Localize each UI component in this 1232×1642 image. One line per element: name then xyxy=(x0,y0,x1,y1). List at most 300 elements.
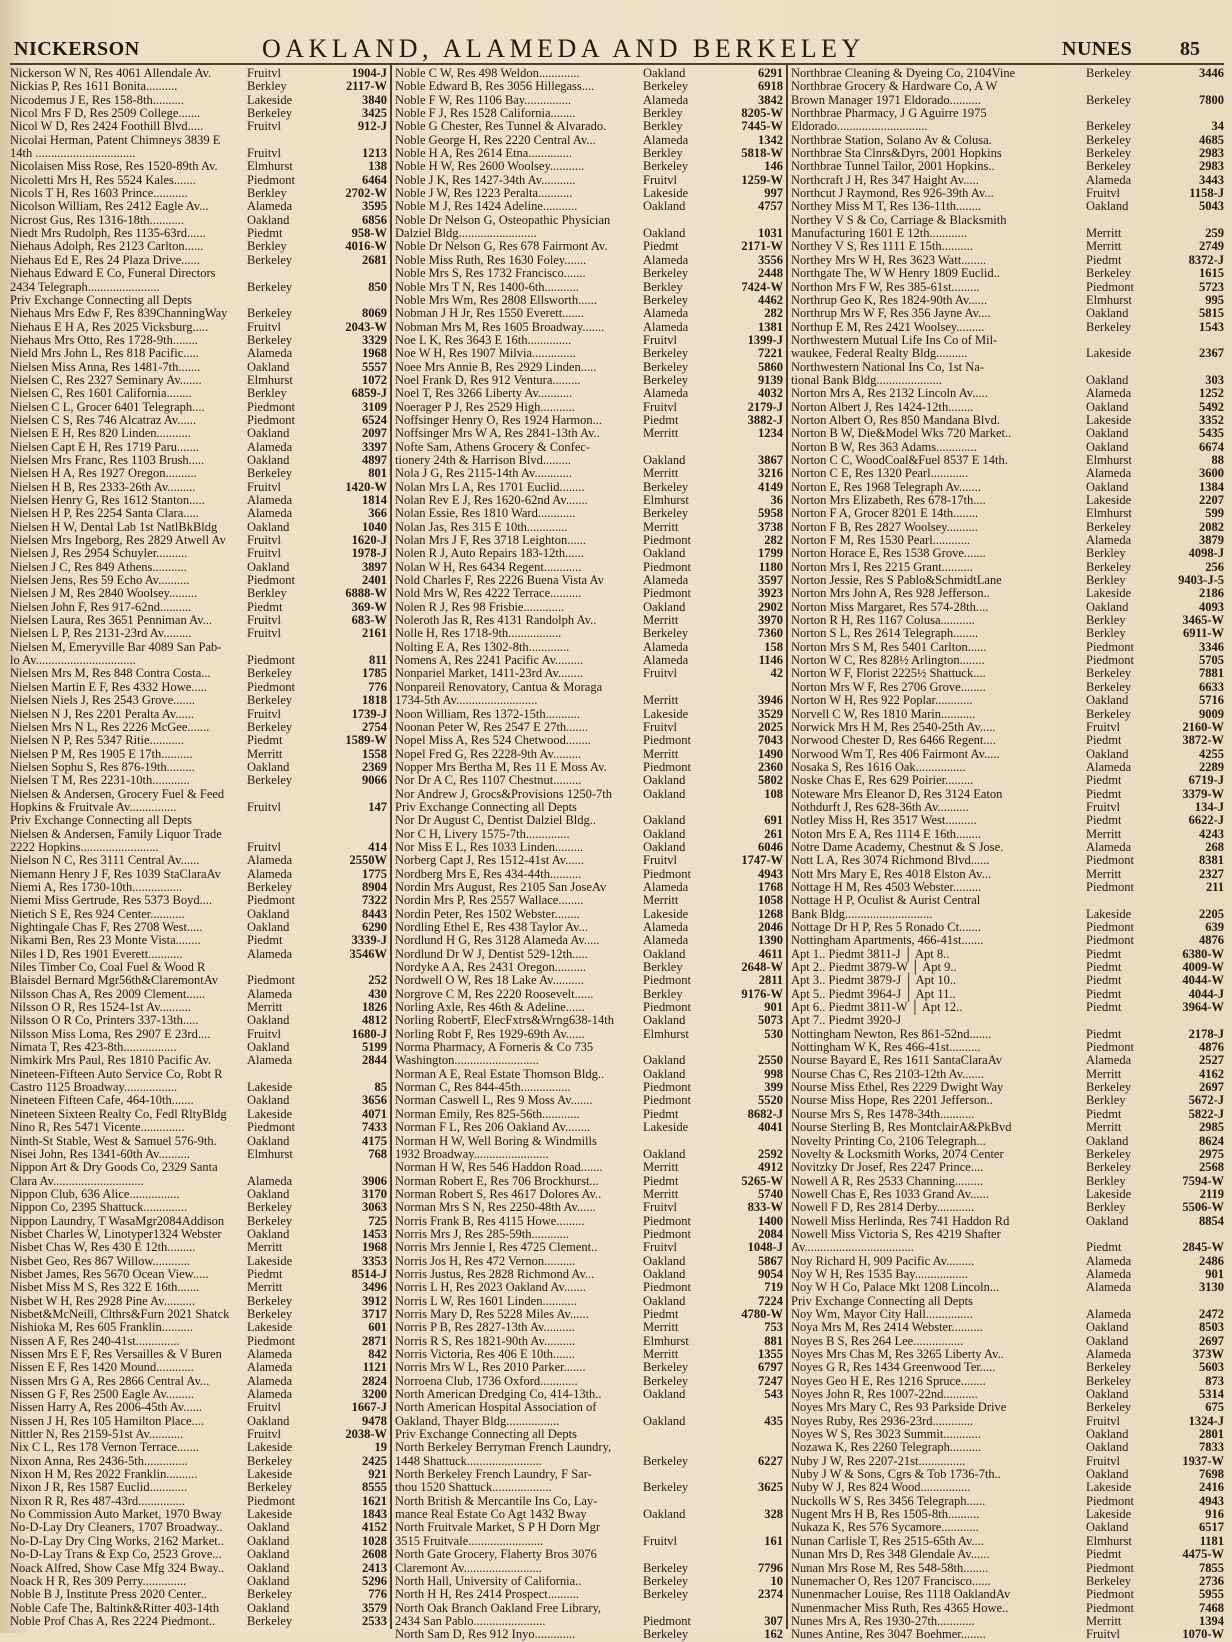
exchange-name: Berkeley xyxy=(247,719,293,734)
listing-entry xyxy=(10,748,387,761)
entry-name: Norris L H, Res 2023 Oakland Av....... xyxy=(395,1280,586,1295)
exchange-name: Oakland xyxy=(1086,199,1129,214)
phone-number: 2985 xyxy=(1199,1120,1224,1135)
phone-number: 7800 xyxy=(1199,92,1224,107)
entry-name: Northup E M, Res 2421 Woolsey......... xyxy=(791,319,985,334)
entry-name: Norris Mrs Jennie I, Res 4725 Clement.. xyxy=(395,1240,598,1255)
phone-number: 1843 xyxy=(362,1507,387,1522)
phone-number: 3353 xyxy=(362,1253,387,1268)
entry-name: Norman Caswell L, Res 9 Moss Av....... xyxy=(395,1093,593,1108)
entry-name: Nowell Miss Victoria S, Res 4219 Shafter xyxy=(791,1226,1001,1241)
listing-entry xyxy=(791,1041,1224,1054)
exchange-name: Berkeley xyxy=(247,1213,293,1228)
entry-name: Noble M J, Res 1424 Adeline........... xyxy=(395,199,578,214)
listing-entry xyxy=(10,921,387,934)
entry-name: Northrup Mrs W F, Res 356 Jayne Av.... xyxy=(791,306,991,321)
phone-number: 768 xyxy=(368,1146,387,1161)
entry-name: Claremont Av......................... xyxy=(395,1560,542,1575)
entry-name: Noble Cafe The, Baltink&Ritter 403-14th xyxy=(10,1600,220,1615)
listing-entry xyxy=(791,1014,1224,1027)
exchange-name: Lakeside xyxy=(1086,1186,1132,1201)
exchange-name: Berkeley xyxy=(643,372,689,387)
phone-number: 34 xyxy=(1211,119,1224,134)
phone-number: 530 xyxy=(764,1026,783,1041)
entry-name: Noyes Mrs Chas M, Res 3265 Liberty Av.. xyxy=(791,1347,1004,1361)
exchange-name: Alameda xyxy=(643,639,689,654)
exchange-name: Berkeley xyxy=(643,479,689,494)
listing-entry xyxy=(395,1602,783,1615)
entry-name: Nippon Co, 2395 Shattuck.............. xyxy=(10,1200,188,1215)
listing-entry xyxy=(395,281,783,294)
listing-entry xyxy=(10,387,387,400)
phone-number: 1394 xyxy=(1199,1613,1224,1628)
entry-name: Bank Bldg............................ xyxy=(791,906,933,921)
listing-entry xyxy=(791,1175,1224,1188)
entry-name: Nolan Mrs J F, Res 3718 Leighton...... xyxy=(395,533,587,548)
entry-name: Norman F L, Res 206 Oakland Av........ xyxy=(395,1120,591,1135)
phone-number: 8069 xyxy=(362,306,387,321)
exchange-name: Berkeley xyxy=(247,1306,293,1321)
listing-entry xyxy=(791,974,1224,987)
phone-number: 873 xyxy=(1205,1373,1224,1388)
exchange-name: Piedmont xyxy=(1086,639,1134,654)
entry-name: tionery 24th & Harrison Blvd......... xyxy=(395,452,572,467)
phone-number: 6464 xyxy=(362,172,387,187)
phone-number: 1058 xyxy=(758,893,783,908)
listing-entry xyxy=(791,454,1224,467)
exchange-name: Oakland xyxy=(247,452,290,467)
phone-number: 3446 xyxy=(1199,66,1224,80)
listing-entry xyxy=(10,774,387,787)
exchange-name: Elmhurst xyxy=(643,1333,689,1348)
entry-name: Noleroth Jas R, Res 4131 Randolph Av.. xyxy=(395,613,597,628)
listing-entry xyxy=(791,854,1224,867)
exchange-name: Oakland xyxy=(247,1093,290,1108)
phone-number: 3465-W xyxy=(1182,613,1224,628)
entry-name: Niehaus Edward E Co, Funeral Directors xyxy=(10,266,216,281)
listing-entry xyxy=(791,267,1224,280)
listing-entry xyxy=(10,1135,387,1148)
listing-entry xyxy=(10,721,387,734)
listing-entry xyxy=(10,147,387,160)
entry-name: Notley Miss H, Res 3517 West.......... xyxy=(791,813,977,828)
entry-name: Northrup Geo K, Res 1824-90th Av...... xyxy=(791,292,988,307)
phone-number: 9403-J-5 xyxy=(1178,573,1224,588)
listing-entry xyxy=(791,1161,1224,1174)
exchange-name: Merritt xyxy=(643,519,679,534)
exchange-name: Merritt xyxy=(643,893,679,908)
exchange-name: Lakeside xyxy=(247,1467,293,1482)
phone-number: 5506-W xyxy=(1182,1200,1224,1215)
exchange-name: Elmhurst xyxy=(1086,292,1132,307)
exchange-name: Piedmont xyxy=(643,559,691,574)
phone-number: 1399-J xyxy=(747,332,783,347)
phone-number: 2416 xyxy=(1199,1480,1224,1495)
phone-number: 912-J xyxy=(357,119,387,134)
phone-number: 3496 xyxy=(362,1280,387,1295)
phone-number: 42 xyxy=(770,666,783,681)
listing-entry xyxy=(10,1602,387,1615)
entry-name: Nippon Laundry, T WasaMgr2084Addison xyxy=(10,1213,225,1228)
phone-number: 1384 xyxy=(1199,479,1224,494)
phone-number: 2327 xyxy=(1199,866,1224,881)
exchange-name: Merritt xyxy=(1086,226,1122,241)
listing-entry xyxy=(791,868,1224,881)
exchange-name: Oakland xyxy=(247,1040,290,1055)
exchange-name: Alameda xyxy=(247,1173,293,1188)
entry-name: Noble F W, Res 1106 Bay............... xyxy=(395,92,572,107)
listing-entry xyxy=(395,1415,783,1428)
listing-entry xyxy=(395,1308,783,1321)
listing-entry xyxy=(395,761,783,774)
exchange-name: Fruitvl xyxy=(247,146,282,161)
listing-entry xyxy=(395,1215,783,1228)
phone-number: 1158-J xyxy=(1189,186,1224,201)
listing-entry xyxy=(791,1588,1224,1601)
phone-number: 6719-J xyxy=(1188,773,1224,788)
phone-number: 4780-W xyxy=(741,1306,783,1321)
phone-number: 3425 xyxy=(362,106,387,121)
entry-name: Nunemacher O, Res 1207 Francisco...... xyxy=(791,1573,991,1588)
exchange-name: Oakland xyxy=(643,1507,686,1522)
exchange-name: Oakland xyxy=(643,813,686,828)
column-divider xyxy=(786,64,788,1629)
listing-entry xyxy=(10,761,387,774)
exchange-name: Piedmont xyxy=(247,172,295,187)
exchange-name: Berkeley xyxy=(643,346,689,361)
listing-column-3 xyxy=(791,66,1224,1642)
entry-name: Noya Mrs M, Res 2414 Webster.......... xyxy=(791,1320,983,1335)
listing-entry xyxy=(791,481,1224,494)
phone-number: 2702-W xyxy=(345,186,387,201)
phone-number: 6524 xyxy=(362,412,387,427)
header-last-entry: NUNES xyxy=(1062,38,1133,60)
listing-entry xyxy=(395,507,783,520)
entry-name: Nilsson Miss Loma, Res 2907 E 23rd.... xyxy=(10,1026,211,1041)
listing-entry xyxy=(10,708,387,721)
entry-name: Norton Mrs John A, Res 928 Jefferson.. xyxy=(791,586,990,601)
phone-number: 842 xyxy=(368,1347,387,1361)
exchange-name: Berkeley xyxy=(643,1453,689,1468)
listing-entry xyxy=(791,1268,1224,1281)
listing-entry xyxy=(395,1521,783,1534)
phone-number: 3964-W xyxy=(1182,1000,1224,1015)
listing-entry xyxy=(395,441,783,454)
entry-name: Clara Av............................. xyxy=(10,1173,144,1188)
exchange-name: Berkeley xyxy=(1086,1146,1132,1161)
phone-number: 2448 xyxy=(758,266,783,281)
phone-number: 158 xyxy=(764,639,783,654)
phone-number: 2289 xyxy=(1199,759,1224,774)
phone-number: 3556 xyxy=(758,252,783,267)
phone-number: 1620-J xyxy=(351,533,387,548)
entry-name: Norroena Club, 1736 Oxford............ xyxy=(395,1373,578,1388)
listing-entry xyxy=(791,1295,1224,1308)
entry-name: Northbrae Grocery & Hardware Co, A W xyxy=(791,79,998,94)
exchange-name: Piedmont xyxy=(247,412,295,427)
exchange-name: Merritt xyxy=(643,693,679,708)
exchange-name: Berkeley xyxy=(643,79,689,94)
phone-number: 3840 xyxy=(362,92,387,107)
phone-number: 3897 xyxy=(362,559,387,574)
listing-entry xyxy=(791,627,1224,640)
listing-entry xyxy=(10,107,387,120)
entry-name: Nuby W J, Res 824 Wood................ xyxy=(791,1480,971,1495)
listing-entry xyxy=(395,614,783,627)
listing-entry xyxy=(395,1321,783,1334)
listing-entry xyxy=(791,1361,1224,1374)
exchange-name: Piedmont xyxy=(1086,853,1134,868)
phone-number: 282 xyxy=(764,306,783,321)
entry-name: Norton C E, Res 1320 Pearl............ xyxy=(791,466,969,481)
phone-number: 7698 xyxy=(1199,1467,1224,1482)
exchange-name: Lakeside xyxy=(247,1253,293,1268)
listing-entry xyxy=(10,240,387,253)
exchange-name: Piedmont xyxy=(247,573,295,588)
entry-name: Nuby J W, Res 2207-21st............... xyxy=(791,1453,966,1468)
phone-number: 4044-J xyxy=(1188,986,1224,1001)
phone-number: 2369 xyxy=(362,759,387,774)
phone-number: 5296 xyxy=(362,1573,387,1588)
entry-name: Nippon Club, 636 Alice................ xyxy=(10,1186,180,1201)
exchange-name: Berkeley xyxy=(247,1613,293,1628)
phone-number: 4243 xyxy=(1199,826,1224,841)
entry-name: Nold Charles F, Res 2226 Buena Vista Av xyxy=(395,573,604,588)
listing-entry xyxy=(395,187,783,200)
exchange-name: Oakland xyxy=(247,1573,290,1588)
listing-entry xyxy=(395,988,783,1001)
phone-number: 435 xyxy=(764,1413,783,1428)
listing-entry xyxy=(791,107,1224,120)
entry-name: Novelty Printing Co, 2106 Telegraph... xyxy=(791,1133,986,1148)
listing-entry xyxy=(791,374,1224,387)
entry-name: Nielsen John F, Res 917-62nd.......... xyxy=(10,599,192,614)
entry-name: Nielsen H A, Res 1927 Oregon.......... xyxy=(10,466,197,481)
entry-name: Northbrae Tunnel Tailor, 2001 Hopkins.. xyxy=(791,159,995,174)
entry-name: Nineteen Fifteen Cafe, 464-10th....... xyxy=(10,1093,194,1108)
exchange-name: Oakland xyxy=(643,1253,686,1268)
listing-column-1 xyxy=(10,67,387,1627)
phone-number: 6380-W xyxy=(1182,946,1224,961)
phone-number: 5073 xyxy=(758,1013,783,1028)
listing-entry xyxy=(395,361,783,374)
phone-number: 1814 xyxy=(362,493,387,507)
listing-entry xyxy=(10,1108,387,1121)
phone-number: 4041 xyxy=(758,1120,783,1135)
entry-name: Noy W H Co, Palace Mkt 1208 Lincoln... xyxy=(791,1280,1000,1295)
entry-name: Nielsen Niels J, Res 2543 Grove....... xyxy=(10,693,196,708)
exchange-name: Oakland xyxy=(643,1146,686,1161)
listing-entry xyxy=(10,1481,387,1494)
phone-number: 3346 xyxy=(1199,639,1224,654)
phone-number: 1252 xyxy=(1199,386,1224,401)
listing-entry xyxy=(791,1081,1224,1094)
entry-name: Norman Robert S, Res 4617 Dolores Av.. xyxy=(395,1186,602,1201)
exchange-name: Fruitvl xyxy=(247,626,282,641)
entry-name: North H H, Res 2414 Prospect.......... xyxy=(395,1587,580,1602)
entry-name: Nolting E A, Res 1302-8th............. xyxy=(395,639,570,654)
listing-entry xyxy=(791,801,1224,814)
exchange-name: Merritt xyxy=(1086,866,1122,881)
exchange-name: Piedmt xyxy=(247,599,283,614)
phone-number: 4016-W xyxy=(345,239,387,254)
entry-name: Castro 1125 Broadway................. xyxy=(10,1080,178,1095)
listing-entry xyxy=(10,187,387,200)
phone-number: 9176-W xyxy=(741,986,783,1001)
phone-number: 1420-W xyxy=(345,479,387,494)
entry-name: Nilsson Chas A, Res 2009 Clement...... xyxy=(10,986,206,1001)
listing-entry xyxy=(791,721,1224,734)
phone-number: 1558 xyxy=(362,746,387,761)
entry-name: North Sam D, Res 912 Inyo............. xyxy=(395,1627,576,1642)
exchange-name: Lakeside xyxy=(247,1106,293,1121)
exchange-name: Berkeley xyxy=(1086,1573,1132,1588)
phone-number: 8503 xyxy=(1199,1320,1224,1335)
listing-entry xyxy=(395,94,783,107)
phone-number: 5435 xyxy=(1199,426,1224,441)
entry-name: Nishioka M, Res 605 Franklin.......... xyxy=(10,1320,193,1335)
entry-name: Nielsen Jens, Res 59 Echo Av.......... xyxy=(10,573,190,588)
exchange-name: Elmhurst xyxy=(1086,452,1132,467)
phone-number: 2178-J xyxy=(1188,1026,1224,1041)
entry-name: Nielsen Mrs M, Res 848 Contra Costa... xyxy=(10,666,211,681)
phone-number: 543 xyxy=(764,1387,783,1402)
entry-name: Apt 3.. Piedmt 3879-J │ Apt 10.. xyxy=(791,973,957,988)
page-header xyxy=(0,0,1232,63)
exchange-name: Alameda xyxy=(643,306,689,321)
listing-entry xyxy=(395,854,783,867)
listing-entry xyxy=(395,160,783,173)
listing-entry xyxy=(10,214,387,227)
entry-name: 2222 Hopkins......................... xyxy=(10,839,159,854)
phone-number: 259 xyxy=(1205,226,1224,241)
exchange-name: Berkley xyxy=(247,186,287,201)
listing-entry xyxy=(10,1281,387,1294)
phone-number: 7594-W xyxy=(1182,1173,1224,1188)
entry-name: Nugent Mrs H B, Res 1505-8th.......... xyxy=(791,1507,980,1522)
listing-entry xyxy=(10,667,387,680)
listing-entry xyxy=(791,347,1224,360)
exchange-name: Alameda xyxy=(247,866,293,881)
listing-entry xyxy=(10,601,387,614)
entry-name: Apt 2.. Piedmt 3879-W │ Apt 9.. xyxy=(791,960,957,975)
exchange-name: Berkley xyxy=(247,386,287,401)
entry-name: Nimkirk Mrs Paul, Res 1810 Pacific Av. xyxy=(10,1053,212,1068)
phone-number: 2871 xyxy=(362,1333,387,1348)
exchange-name: Alameda xyxy=(1086,386,1132,401)
entry-name: Nielsen & Andersen, Grocery Fuel & Feed xyxy=(10,786,225,801)
listing-entry xyxy=(791,1308,1224,1321)
listing-entry xyxy=(395,547,783,560)
entry-name: Noyes Ruby, Res 2936-23rd............. xyxy=(791,1413,974,1428)
listing-entry xyxy=(10,614,387,627)
phone-number: 3923 xyxy=(758,586,783,601)
phone-number: 3216 xyxy=(758,466,783,481)
entry-name: Niemi Miss Gertrude, Res 5373 Boyd.... xyxy=(10,893,213,908)
listing-entry xyxy=(791,307,1224,320)
phone-number: 6856 xyxy=(362,212,387,227)
exchange-name: Piedmt xyxy=(643,239,679,254)
entry-name: Nielsen Martin E F, Res 4332 Howe..... xyxy=(10,679,207,694)
exchange-name: Berkeley xyxy=(247,773,293,788)
entry-name: Noble C W, Res 498 Weldon............. xyxy=(395,66,580,80)
listing-entry xyxy=(791,1481,1224,1494)
listing-entry xyxy=(791,1228,1224,1241)
exchange-name: Piedmont xyxy=(1086,1560,1134,1575)
listing-entry xyxy=(395,107,783,120)
phone-number: 7247 xyxy=(758,1373,783,1388)
exchange-name: Berkeley xyxy=(643,1573,689,1588)
exchange-name: Berkeley xyxy=(247,1200,293,1215)
entry-name: Nielsen Miss Anna, Res 1481-7th....... xyxy=(10,359,201,374)
phone-number: 2527 xyxy=(1199,1053,1224,1068)
phone-number: 19 xyxy=(374,1440,387,1455)
entry-name: Priv Exchange Connecting all Depts xyxy=(791,1293,973,1308)
exchange-name: Berkeley xyxy=(643,359,689,374)
entry-name: Nofte Sam, Athens Grocery & Confec- xyxy=(395,439,591,454)
phone-number: 2592 xyxy=(758,1146,783,1161)
listing-entry xyxy=(395,1588,783,1601)
listing-entry xyxy=(10,160,387,173)
exchange-name: Alameda xyxy=(1086,1347,1132,1361)
entry-name: Nicols T H, Res 1603 Prince........... xyxy=(10,186,188,201)
exchange-name: Lakeside xyxy=(643,706,689,721)
listing-entry xyxy=(791,174,1224,187)
listing-entry xyxy=(791,1068,1224,1081)
listing-entry xyxy=(791,1468,1224,1481)
listing-entry xyxy=(395,1148,783,1161)
phone-number: 1968 xyxy=(362,346,387,361)
phone-number: 2179-J xyxy=(747,399,783,414)
listing-entry xyxy=(791,641,1224,654)
exchange-name: Berkeley xyxy=(1086,119,1132,134)
listing-entry xyxy=(791,934,1224,947)
exchange-name: Lakeside xyxy=(1086,493,1132,507)
listing-entry xyxy=(10,80,387,93)
listing-entry xyxy=(791,841,1224,854)
listing-entry xyxy=(395,1575,783,1588)
listing-entry xyxy=(10,267,387,280)
listing-entry xyxy=(395,1268,783,1281)
exchange-name: Elmhurst xyxy=(643,493,689,507)
listing-entry xyxy=(10,414,387,427)
phone-number: 4757 xyxy=(758,199,783,214)
listing-entry xyxy=(10,321,387,334)
phone-number: 997 xyxy=(764,186,783,201)
exchange-name: Alameda xyxy=(247,1360,293,1375)
phone-number: 3109 xyxy=(362,399,387,414)
phone-number: 5723 xyxy=(1199,279,1224,294)
entry-name: Northey V S & Co, Carriage & Blacksmith xyxy=(791,212,1007,227)
phone-number: 5492 xyxy=(1199,399,1224,414)
entry-name: Northwestern National Ins Co, 1st Na- xyxy=(791,359,985,374)
phone-number: 399 xyxy=(764,1080,783,1095)
exchange-name: Piedmt xyxy=(1086,252,1122,267)
phone-number: 725 xyxy=(368,1213,387,1228)
phone-number: 5199 xyxy=(362,1040,387,1055)
phone-number: 2697 xyxy=(1199,1080,1224,1095)
exchange-name: Berkeley xyxy=(247,879,293,894)
phone-number: 1768 xyxy=(758,879,783,894)
exchange-name: Merritt xyxy=(247,1240,283,1255)
listing-entry xyxy=(791,748,1224,761)
phone-number: 2367 xyxy=(1199,346,1224,361)
entry-name: Northcut J Raymond, Res 926-39th Av... xyxy=(791,186,994,201)
phone-number: 2161 xyxy=(362,626,387,641)
phone-number: 901 xyxy=(764,1000,783,1015)
exchange-name: Berkley xyxy=(247,79,287,94)
exchange-name: Oakland xyxy=(643,1013,686,1028)
